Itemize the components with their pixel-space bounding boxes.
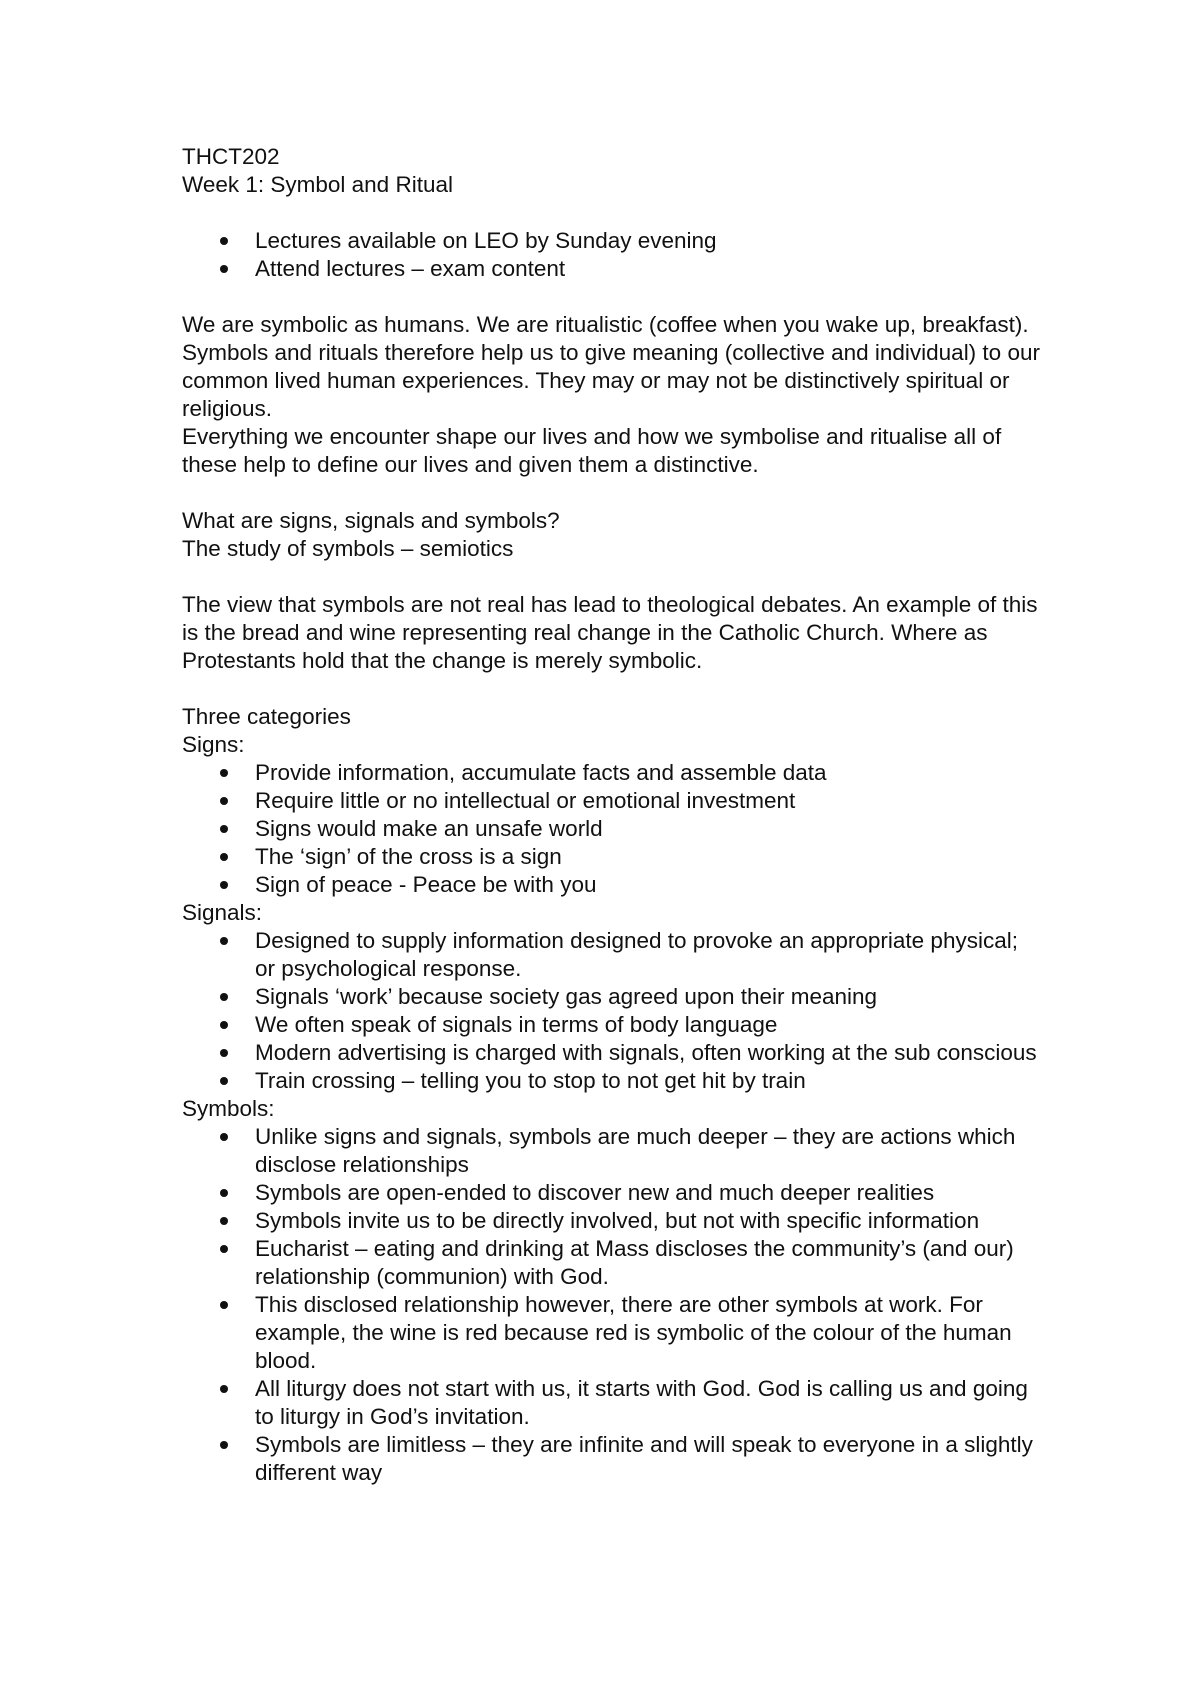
blank-line: [182, 563, 1042, 591]
week-title: Week 1: Symbol and Ritual: [182, 172, 453, 197]
list-item-text: Symbols are open-ended to discover new and much deeper realities: [255, 1180, 935, 1205]
blank-line: [182, 479, 1042, 507]
bullet-icon: [220, 993, 228, 1001]
bullet-icon: [220, 769, 228, 777]
list-item: [182, 1067, 1042, 1095]
bullet-icon: [220, 237, 228, 245]
blank-line: [182, 283, 1042, 311]
list-item: [182, 983, 1042, 1011]
list-item-text: Signals ‘work’ because society gas agreed upon their meaning: [255, 984, 878, 1009]
categories-heading: Three categories: [182, 704, 351, 729]
signs-heading: Signs:: [182, 732, 245, 757]
list-item-text: Symbols invite us to be directly involved, but not with specific information: [255, 1208, 980, 1233]
symbols-heading: Symbols:: [182, 1096, 275, 1121]
bullet-icon: [220, 853, 228, 861]
bullet-icon: [220, 937, 228, 945]
list-item-text: All liturgy does not start with us, it starts with God. God is calling us and going to liturgy in God’s invitation.: [255, 1376, 1028, 1429]
list-item-text: Eucharist – eating and drinking at Mass discloses the community’s (and our) relationship (communion) with God.: [255, 1236, 1014, 1289]
bullet-icon: [220, 1133, 228, 1141]
bullet-icon: [220, 1049, 228, 1057]
list-item: [182, 815, 1042, 843]
blank-line: [182, 675, 1042, 703]
bullet-icon: [220, 265, 228, 273]
bullet-icon: [220, 1217, 228, 1225]
list-item: [182, 759, 1042, 787]
semiotics-line: The study of symbols – semiotics: [182, 536, 514, 561]
bullet-icon: [220, 881, 228, 889]
bullet-icon: [220, 797, 228, 805]
bullet-icon: [220, 1301, 228, 1309]
list-item-text: Sign of peace - Peace be with you: [255, 872, 597, 897]
list-item: [182, 1179, 1042, 1207]
list-item: [182, 787, 1042, 815]
bullet-icon: [220, 1245, 228, 1253]
document-body: [182, 143, 1047, 1487]
signals-list: [182, 927, 1042, 1095]
bullet-icon: [220, 1189, 228, 1197]
list-item: [182, 871, 1042, 899]
course-code: THCT202: [182, 144, 280, 169]
signals-heading: Signals:: [182, 900, 263, 925]
bullet-icon: [220, 1385, 228, 1393]
list-item-text: Require little or no intellectual or emotional investment: [255, 788, 796, 813]
symbols-list: [182, 1123, 1042, 1487]
list-item-text: Symbols are limitless – they are infinite and will speak to everyone in a slightly different way: [255, 1432, 1033, 1485]
list-item-text: Train crossing – telling you to stop to not get hit by train: [255, 1068, 806, 1093]
list-item: [182, 1207, 1042, 1235]
list-item-text: The ‘sign’ of the cross is a sign: [255, 844, 562, 869]
list-item-text: Unlike signs and signals, symbols are much deeper – they are actions which disclose relationships: [255, 1124, 1016, 1177]
bullet-icon: [220, 1021, 228, 1029]
list-item: [182, 227, 1042, 255]
list-item: [182, 255, 1042, 283]
list-item-text: Modern advertising is charged with signals, often working at the sub conscious: [255, 1040, 1037, 1065]
list-item: [182, 927, 1042, 983]
signs-list: [182, 759, 1042, 899]
list-item: [182, 843, 1042, 871]
list-item: [182, 1039, 1042, 1067]
list-item-text: Signs would make an unsafe world: [255, 816, 603, 841]
list-item-text: Provide information, accumulate facts and assemble data: [255, 760, 827, 785]
intro-bullet-list: [182, 227, 1042, 283]
list-item-text: This disclosed relationship however, there are other symbols at work. For example, the wine is red because red is symbolic of the colour of the human blood.: [255, 1292, 1012, 1373]
list-item: [182, 1291, 1042, 1375]
bullet-icon: [220, 825, 228, 833]
list-item: [182, 1375, 1042, 1431]
paragraph-theological-debates: The view that symbols are not real has lead to theological debates. An example of this is the bread and wine representing real change in the Catholic Church. Where as Protestants hold that the change is merely symbolic.: [182, 592, 1044, 673]
list-item-text: We often speak of signals in terms of body language: [255, 1012, 778, 1037]
list-item: [182, 1431, 1042, 1487]
list-item: [182, 1123, 1042, 1179]
question-line: What are signs, signals and symbols?: [182, 508, 560, 533]
list-item-text: Lectures available on LEO by Sunday evening: [255, 228, 717, 253]
list-item: [182, 1235, 1042, 1291]
bullet-icon: [220, 1441, 228, 1449]
bullet-icon: [220, 1077, 228, 1085]
paragraph-symbolic-humans: We are symbolic as humans. We are ritualistic (coffee when you wake up, breakfast). Symbols and rituals therefore help us to give meaning (collective and individual) to our common lived human experiences. They may or may not be distinctively spiritual or religious.: [182, 312, 1047, 421]
paragraph-everything-we-encounter: Everything we encounter shape our lives and how we symbolise and ritualise all of these help to define our lives and given them a distinctive.: [182, 424, 1008, 477]
list-item-text: Designed to supply information designed to provoke an appropriate physical; or psychological response.: [255, 928, 1018, 981]
list-item-text: Attend lectures – exam content: [255, 256, 566, 281]
list-item: [182, 1011, 1042, 1039]
blank-line: [182, 199, 1042, 227]
